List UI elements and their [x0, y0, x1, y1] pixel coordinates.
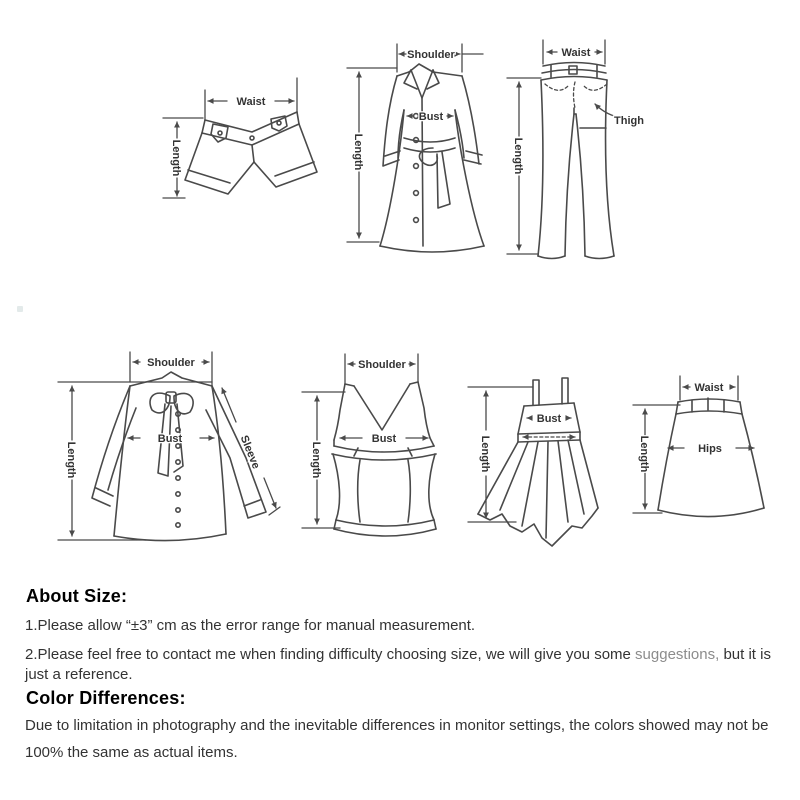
dress-length-label: Length — [479, 435, 491, 473]
coat-drawing — [380, 64, 484, 252]
pants-drawing — [538, 63, 614, 259]
about-size-item-1: 1.Please allow “±3” cm as the error range for manual measurement. — [25, 617, 476, 634]
color-differences-line1: Due to limitation in photography and the inevitable differences in monitor settings, the colors showed may not be — [25, 717, 769, 734]
shorts-waist-label: Waist — [236, 96, 266, 108]
coat-shoulder-label: Shoulder — [407, 49, 455, 61]
skirt-hips-label: Hips — [698, 443, 722, 455]
tank-length-label: Length — [310, 441, 322, 479]
coat-length-label: Length — [352, 133, 364, 171]
tank-bust-label: Bust — [371, 433, 397, 445]
pants-thigh-label: Thigh — [614, 115, 644, 127]
dress-diagram — [464, 366, 616, 550]
about-size-item-2-suffix: but it is — [719, 646, 771, 663]
coat-diagram — [343, 36, 493, 272]
about-size-item-2 — [25, 645, 789, 686]
tank-shoulder-label: Shoulder — [358, 359, 406, 371]
shorts-drawing — [185, 112, 317, 194]
color-differences-body — [25, 712, 789, 766]
shorts-dimension-lines — [163, 78, 297, 198]
coat-bust-label: Bust — [418, 111, 444, 123]
about-size-heading: About Size: — [26, 586, 128, 606]
blouse-diagram — [50, 348, 282, 558]
artifact-smudge — [17, 306, 23, 312]
blouse-drawing — [92, 372, 266, 541]
skirt-waist-label: Waist — [694, 382, 724, 394]
dress-bust-label: Bust — [536, 413, 562, 425]
shorts-diagram — [155, 76, 325, 206]
skirt-diagram — [620, 370, 776, 528]
color-differences-line2: 100% the same as actual items. — [25, 744, 238, 761]
skirt-length-label: Length — [638, 435, 650, 473]
about-size-item-2-prefix: 2.Please feel free to contact me when finding difficulty choosing size, we will give you some — [25, 646, 636, 663]
pants-waist-label: Waist — [561, 47, 591, 59]
tank-drawing — [332, 382, 436, 536]
shorts-length-label: Length — [170, 139, 182, 177]
blouse-bust-label: Bust — [157, 433, 183, 445]
pants-diagram — [505, 34, 645, 272]
tank-top-diagram — [296, 348, 448, 553]
dress-drawing — [478, 378, 598, 546]
skirt-drawing — [658, 398, 764, 517]
color-differences-heading: Color Differences: — [26, 688, 186, 708]
about-size-item-2-suggestions: suggestions, — [635, 646, 720, 663]
blouse-sleeve-label: Sleeve — [237, 433, 262, 471]
pants-length-label: Length — [512, 137, 524, 175]
skirt-dimension-lines — [633, 376, 754, 513]
about-size-item-2-line2: just a reference. — [25, 666, 133, 684]
blouse-shoulder-label: Shoulder — [147, 357, 195, 369]
blouse-length-label: Length — [65, 441, 77, 479]
